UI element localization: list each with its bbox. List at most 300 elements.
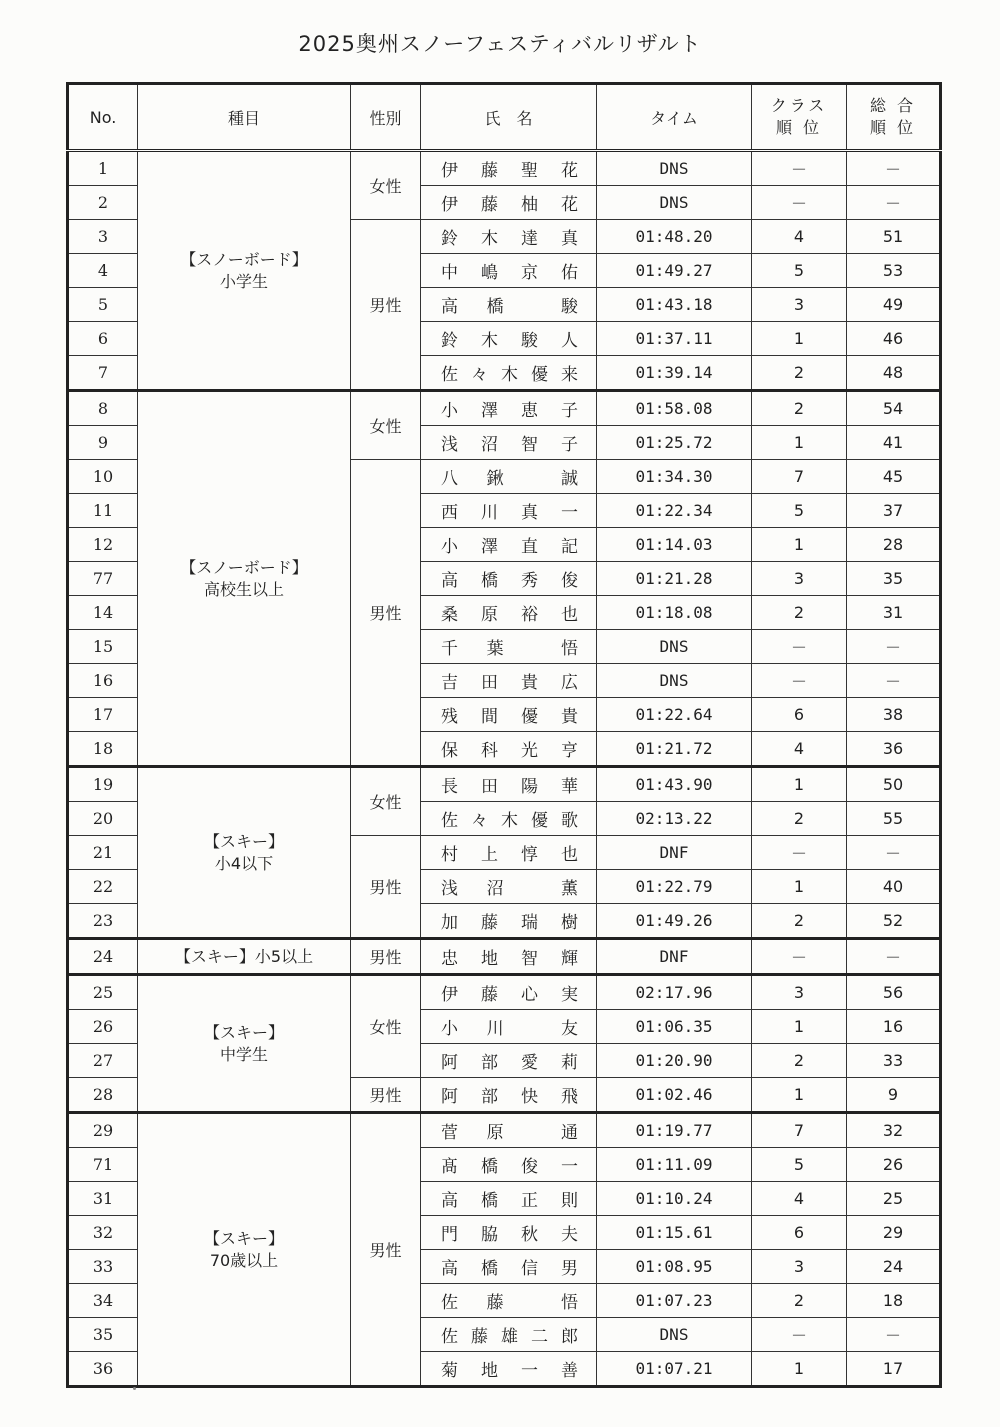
name-char: 中 bbox=[441, 263, 458, 283]
name-char: 佐 bbox=[441, 811, 458, 831]
cell-name bbox=[421, 870, 597, 904]
name-char: 夫 bbox=[561, 1225, 578, 1245]
name-char: 一 bbox=[561, 503, 578, 523]
name-char: 脇 bbox=[481, 1225, 498, 1245]
cell-no: 1 bbox=[68, 151, 138, 186]
name-char: 木 bbox=[481, 229, 498, 249]
cell-name bbox=[421, 802, 597, 836]
name-char: 八 bbox=[441, 469, 458, 489]
cell-name bbox=[421, 288, 597, 322]
cell-gender: 女性 bbox=[351, 767, 421, 836]
name-char: 光 bbox=[521, 741, 538, 761]
name-char: 吉 bbox=[441, 673, 458, 693]
name-char: 木 bbox=[501, 811, 518, 831]
cell-overall-rank: 33 bbox=[847, 1044, 941, 1078]
name-char: 嶋 bbox=[481, 263, 498, 283]
cell-overall-rank: 25 bbox=[847, 1182, 941, 1216]
name-char: 誠 bbox=[560, 469, 578, 489]
name-char: 菅 bbox=[441, 1123, 458, 1143]
name-char: 二 bbox=[531, 1327, 548, 1347]
event-category: 【スキー】小5以上 bbox=[174, 946, 314, 966]
cell-name bbox=[421, 151, 597, 186]
cell-gender: 男性 bbox=[351, 460, 421, 767]
event-class: 中学生 bbox=[219, 1044, 268, 1064]
name-char: 阿 bbox=[441, 1087, 458, 1107]
cell-overall-rank: 52 bbox=[847, 904, 941, 939]
event-category: 【スノーボード】 bbox=[180, 557, 308, 577]
cell-no: 23 bbox=[68, 904, 138, 939]
cell-time: 01:58.08 bbox=[597, 391, 752, 426]
name-char: 達 bbox=[521, 229, 538, 249]
cell-no: 27 bbox=[68, 1044, 138, 1078]
name-char: 木 bbox=[481, 331, 498, 351]
name-char: 男 bbox=[561, 1259, 578, 1279]
cell-class-rank: 7 bbox=[752, 460, 847, 494]
name-char: 沼 bbox=[486, 879, 504, 899]
cell-time: 01:07.23 bbox=[597, 1284, 752, 1318]
cell-name bbox=[421, 356, 597, 391]
cell-class-rank: 5 bbox=[752, 254, 847, 288]
cell-time: 01:20.90 bbox=[597, 1044, 752, 1078]
name-char: 貴 bbox=[561, 707, 578, 727]
cell-name bbox=[421, 1284, 597, 1318]
name-char: 瑞 bbox=[521, 913, 538, 933]
event-category: 【スキー】 bbox=[203, 1228, 284, 1248]
cell-event bbox=[138, 1113, 351, 1387]
cell-class-rank: 4 bbox=[752, 220, 847, 254]
cell-time: 01:11.09 bbox=[597, 1148, 752, 1182]
cell-class-rank: 2 bbox=[752, 1044, 847, 1078]
name-char: 優 bbox=[531, 365, 548, 385]
cell-class-rank: － bbox=[752, 1318, 847, 1352]
cell-overall-rank: 29 bbox=[847, 1216, 941, 1250]
name-char: 伊 bbox=[441, 161, 458, 181]
cell-time: 01:07.21 bbox=[597, 1352, 752, 1387]
cell-no: 26 bbox=[68, 1010, 138, 1044]
name-char: 雄 bbox=[501, 1327, 518, 1347]
name-char: 田 bbox=[481, 777, 498, 797]
name-char: 通 bbox=[560, 1123, 578, 1143]
cell-time: 01:10.24 bbox=[597, 1182, 752, 1216]
cell-time: DNS bbox=[597, 186, 752, 220]
name-char: 優 bbox=[521, 707, 538, 727]
header-class-rank-line2: 順 位 bbox=[775, 118, 823, 137]
name-char: 科 bbox=[481, 741, 498, 761]
cell-class-rank: － bbox=[752, 664, 847, 698]
cell-time: 01:37.11 bbox=[597, 322, 752, 356]
cell-class-rank: 7 bbox=[752, 1113, 847, 1148]
cell-overall-rank: 49 bbox=[847, 288, 941, 322]
name-char: 千 bbox=[441, 639, 458, 659]
cell-name bbox=[421, 836, 597, 870]
cell-no: 19 bbox=[68, 767, 138, 802]
name-char: 友 bbox=[560, 1019, 578, 1039]
cell-no: 24 bbox=[68, 939, 138, 975]
cell-name bbox=[421, 904, 597, 939]
cell-time: 01:15.61 bbox=[597, 1216, 752, 1250]
cell-class-rank: 1 bbox=[752, 870, 847, 904]
cell-class-rank: － bbox=[752, 186, 847, 220]
cell-overall-rank: － bbox=[847, 630, 941, 664]
name-char: 門 bbox=[441, 1225, 458, 1245]
name-char: 西 bbox=[441, 503, 458, 523]
name-char: 部 bbox=[481, 1087, 498, 1107]
cell-class-rank: 5 bbox=[752, 1148, 847, 1182]
name-char: 藤 bbox=[481, 161, 498, 181]
cell-overall-rank: － bbox=[847, 939, 941, 975]
name-char: 忠 bbox=[441, 949, 458, 969]
header-event: 種目 bbox=[138, 84, 351, 151]
scan-speck bbox=[133, 1387, 136, 1390]
cell-no: 33 bbox=[68, 1250, 138, 1284]
name-char: 高 bbox=[441, 571, 458, 591]
cell-no: 32 bbox=[68, 1216, 138, 1250]
cell-class-rank: 3 bbox=[752, 562, 847, 596]
cell-no: 3 bbox=[68, 220, 138, 254]
name-char: 華 bbox=[561, 777, 578, 797]
name-char: 郎 bbox=[561, 1327, 578, 1347]
name-char: 佐 bbox=[441, 365, 458, 385]
cell-name bbox=[421, 698, 597, 732]
name-char: 澤 bbox=[481, 537, 498, 557]
cell-time: 01:06.35 bbox=[597, 1010, 752, 1044]
cell-name bbox=[421, 664, 597, 698]
name-char: 優 bbox=[531, 811, 548, 831]
name-char: 阿 bbox=[441, 1053, 458, 1073]
cell-time: DNS bbox=[597, 151, 752, 186]
cell-overall-rank: 50 bbox=[847, 767, 941, 802]
cell-name bbox=[421, 767, 597, 802]
cell-no: 10 bbox=[68, 460, 138, 494]
cell-time: DNS bbox=[597, 664, 752, 698]
cell-name bbox=[421, 1010, 597, 1044]
cell-name bbox=[421, 391, 597, 426]
cell-time: 01:39.14 bbox=[597, 356, 752, 391]
header-overall-rank bbox=[847, 84, 941, 151]
cell-name bbox=[421, 1148, 597, 1182]
cell-time: 02:13.22 bbox=[597, 802, 752, 836]
cell-time: DNF bbox=[597, 836, 752, 870]
name-char: 恵 bbox=[521, 401, 538, 421]
name-char: 橋 bbox=[486, 297, 504, 317]
cell-event bbox=[138, 975, 351, 1113]
cell-overall-rank: － bbox=[847, 186, 941, 220]
cell-time: DNF bbox=[597, 939, 752, 975]
name-char: 々 bbox=[471, 811, 488, 831]
cell-no: 16 bbox=[68, 664, 138, 698]
name-char: 藤 bbox=[481, 985, 498, 1005]
cell-event bbox=[138, 151, 351, 391]
cell-overall-rank: － bbox=[847, 1318, 941, 1352]
cell-class-rank: 4 bbox=[752, 1182, 847, 1216]
cell-time: 01:18.08 bbox=[597, 596, 752, 630]
cell-no: 2 bbox=[68, 186, 138, 220]
name-char: 人 bbox=[561, 331, 578, 351]
header-overall-rank-line1: 総 合 bbox=[869, 96, 917, 115]
name-char: 也 bbox=[561, 605, 578, 625]
cell-overall-rank: 53 bbox=[847, 254, 941, 288]
cell-overall-rank: 37 bbox=[847, 494, 941, 528]
cell-name bbox=[421, 1250, 597, 1284]
name-char: 快 bbox=[521, 1087, 538, 1107]
name-char: 真 bbox=[521, 503, 538, 523]
name-char: 間 bbox=[481, 707, 498, 727]
cell-name bbox=[421, 220, 597, 254]
header-no: No. bbox=[68, 84, 138, 151]
cell-no: 29 bbox=[68, 1113, 138, 1148]
name-char: 田 bbox=[481, 673, 498, 693]
name-char: 菊 bbox=[441, 1361, 458, 1381]
name-char: 橋 bbox=[481, 1259, 498, 1279]
name-char: 陽 bbox=[521, 777, 538, 797]
table-row bbox=[68, 975, 941, 1010]
cell-name bbox=[421, 460, 597, 494]
cell-name bbox=[421, 1352, 597, 1387]
cell-overall-rank: － bbox=[847, 664, 941, 698]
cell-no: 31 bbox=[68, 1182, 138, 1216]
cell-time: 01:22.64 bbox=[597, 698, 752, 732]
cell-no: 36 bbox=[68, 1352, 138, 1387]
name-char: 小 bbox=[441, 401, 458, 421]
cell-name bbox=[421, 1216, 597, 1250]
event-class: 小4以下 bbox=[214, 853, 274, 873]
cell-name bbox=[421, 186, 597, 220]
cell-event bbox=[138, 391, 351, 767]
cell-overall-rank: 48 bbox=[847, 356, 941, 391]
cell-class-rank: 3 bbox=[752, 975, 847, 1010]
table-body bbox=[68, 151, 941, 1387]
cell-overall-rank: 32 bbox=[847, 1113, 941, 1148]
name-char: 亨 bbox=[561, 741, 578, 761]
cell-class-rank: 3 bbox=[752, 288, 847, 322]
cell-overall-rank: 38 bbox=[847, 698, 941, 732]
name-char: 鍬 bbox=[486, 469, 504, 489]
name-char: 一 bbox=[561, 1157, 578, 1177]
cell-no: 34 bbox=[68, 1284, 138, 1318]
cell-name bbox=[421, 254, 597, 288]
name-char: 澤 bbox=[481, 401, 498, 421]
cell-overall-rank: 9 bbox=[847, 1078, 941, 1113]
cell-no: 18 bbox=[68, 732, 138, 767]
cell-overall-rank: 51 bbox=[847, 220, 941, 254]
cell-time: 01:19.77 bbox=[597, 1113, 752, 1148]
cell-class-rank: 2 bbox=[752, 802, 847, 836]
name-char: 来 bbox=[561, 365, 578, 385]
cell-time: DNS bbox=[597, 630, 752, 664]
header-gender: 性別 bbox=[351, 84, 421, 151]
event-class: 高校生以上 bbox=[203, 579, 284, 599]
name-char: 原 bbox=[481, 605, 498, 625]
name-char: 駿 bbox=[560, 297, 578, 317]
cell-overall-rank: 24 bbox=[847, 1250, 941, 1284]
name-char: 花 bbox=[561, 161, 578, 181]
name-char: 輝 bbox=[561, 949, 578, 969]
cell-overall-rank: 45 bbox=[847, 460, 941, 494]
name-char: 佑 bbox=[561, 263, 578, 283]
cell-overall-rank: 36 bbox=[847, 732, 941, 767]
name-char: 樹 bbox=[561, 913, 578, 933]
cell-overall-rank: 31 bbox=[847, 596, 941, 630]
name-char: 藤 bbox=[481, 913, 498, 933]
cell-no: 77 bbox=[68, 562, 138, 596]
cell-time: 01:21.28 bbox=[597, 562, 752, 596]
cell-overall-rank: 55 bbox=[847, 802, 941, 836]
name-char: 則 bbox=[561, 1191, 578, 1211]
name-char: 悟 bbox=[560, 1293, 578, 1313]
cell-name bbox=[421, 975, 597, 1010]
cell-overall-rank: 18 bbox=[847, 1284, 941, 1318]
cell-class-rank: 2 bbox=[752, 904, 847, 939]
cell-no: 15 bbox=[68, 630, 138, 664]
name-char: 葉 bbox=[486, 639, 504, 659]
cell-name bbox=[421, 1044, 597, 1078]
table-row bbox=[68, 151, 941, 186]
cell-overall-rank: 35 bbox=[847, 562, 941, 596]
cell-no: 8 bbox=[68, 391, 138, 426]
cell-class-rank: 6 bbox=[752, 1216, 847, 1250]
name-char: 記 bbox=[561, 537, 578, 557]
cell-overall-rank: － bbox=[847, 836, 941, 870]
cell-name bbox=[421, 1318, 597, 1352]
name-char: 也 bbox=[561, 845, 578, 865]
name-char: 々 bbox=[471, 365, 488, 385]
cell-no: 12 bbox=[68, 528, 138, 562]
name-char: 原 bbox=[486, 1123, 504, 1143]
event-category: 【スノーボード】 bbox=[180, 249, 308, 269]
header-overall-rank-line2: 順 位 bbox=[869, 118, 917, 137]
name-char: 沼 bbox=[481, 435, 498, 455]
name-char: 橋 bbox=[481, 1191, 498, 1211]
cell-overall-rank: 46 bbox=[847, 322, 941, 356]
cell-name bbox=[421, 322, 597, 356]
cell-time: 01:22.79 bbox=[597, 870, 752, 904]
results-table bbox=[66, 82, 942, 1388]
page-title: 2025奥州スノーフェスティバルリザルト bbox=[298, 32, 702, 56]
name-char: 川 bbox=[481, 503, 498, 523]
header-class-rank-line1: クラス bbox=[770, 96, 828, 115]
cell-class-rank: 2 bbox=[752, 391, 847, 426]
header-class-rank bbox=[752, 84, 847, 151]
cell-time: 02:17.96 bbox=[597, 975, 752, 1010]
name-char: 京 bbox=[521, 263, 538, 283]
table-row bbox=[68, 767, 941, 802]
name-char: 鈴 bbox=[441, 331, 458, 351]
cell-class-rank: 2 bbox=[752, 1284, 847, 1318]
name-char: 惇 bbox=[521, 845, 538, 865]
cell-gender: 男性 bbox=[351, 836, 421, 939]
name-char: 佐 bbox=[441, 1293, 458, 1313]
name-char: 秀 bbox=[521, 571, 538, 591]
name-char: 残 bbox=[441, 707, 458, 727]
cell-time: 01:02.46 bbox=[597, 1078, 752, 1113]
cell-overall-rank: 41 bbox=[847, 426, 941, 460]
cell-time: 01:48.20 bbox=[597, 220, 752, 254]
cell-class-rank: 4 bbox=[752, 732, 847, 767]
cell-class-rank: 2 bbox=[752, 596, 847, 630]
cell-class-rank: 3 bbox=[752, 1250, 847, 1284]
name-char: 加 bbox=[441, 913, 458, 933]
cell-class-rank: 1 bbox=[752, 322, 847, 356]
cell-no: 17 bbox=[68, 698, 138, 732]
name-char: 直 bbox=[521, 537, 538, 557]
cell-no: 6 bbox=[68, 322, 138, 356]
cell-name bbox=[421, 939, 597, 975]
name-char: 橋 bbox=[481, 1157, 498, 1177]
cell-time: 01:49.27 bbox=[597, 254, 752, 288]
event-class: 小学生 bbox=[219, 271, 268, 291]
name-char: 鈴 bbox=[441, 229, 458, 249]
cell-name bbox=[421, 562, 597, 596]
cell-name bbox=[421, 426, 597, 460]
cell-overall-rank: 54 bbox=[847, 391, 941, 426]
event-category: 【スキー】 bbox=[203, 1022, 284, 1042]
cell-name bbox=[421, 528, 597, 562]
name-char: 伊 bbox=[441, 985, 458, 1005]
cell-time: 01:21.72 bbox=[597, 732, 752, 767]
cell-class-rank: 1 bbox=[752, 1078, 847, 1113]
name-char: 川 bbox=[486, 1019, 504, 1039]
name-char: 上 bbox=[481, 845, 498, 865]
name-char: 村 bbox=[441, 845, 458, 865]
name-char: 部 bbox=[481, 1053, 498, 1073]
name-char: 浅 bbox=[441, 879, 458, 899]
name-char: 地 bbox=[481, 949, 498, 969]
name-char: 智 bbox=[521, 949, 538, 969]
cell-time: 01:22.34 bbox=[597, 494, 752, 528]
cell-no: 5 bbox=[68, 288, 138, 322]
name-char: 地 bbox=[481, 1361, 498, 1381]
cell-gender: 男性 bbox=[351, 1078, 421, 1113]
cell-no: 71 bbox=[68, 1148, 138, 1182]
name-char: 裕 bbox=[521, 605, 538, 625]
name-char: 柚 bbox=[521, 195, 538, 215]
cell-class-rank: 1 bbox=[752, 426, 847, 460]
name-char: 貴 bbox=[521, 673, 538, 693]
cell-overall-rank: 56 bbox=[847, 975, 941, 1010]
cell-time: 01:34.30 bbox=[597, 460, 752, 494]
name-char: 駿 bbox=[521, 331, 538, 351]
name-char: 正 bbox=[521, 1191, 538, 1211]
cell-class-rank: 1 bbox=[752, 767, 847, 802]
cell-no: 4 bbox=[68, 254, 138, 288]
cell-overall-rank: 17 bbox=[847, 1352, 941, 1387]
name-char: 高 bbox=[441, 1191, 458, 1211]
cell-time: 01:43.90 bbox=[597, 767, 752, 802]
event-category: 【スキー】 bbox=[203, 831, 284, 851]
cell-no: 7 bbox=[68, 356, 138, 391]
cell-no: 21 bbox=[68, 836, 138, 870]
name-char: 高 bbox=[441, 1259, 458, 1279]
name-char: 藤 bbox=[481, 195, 498, 215]
name-char: 心 bbox=[521, 985, 538, 1005]
table-row bbox=[68, 391, 941, 426]
cell-name bbox=[421, 1182, 597, 1216]
cell-no: 25 bbox=[68, 975, 138, 1010]
cell-time: 01:14.03 bbox=[597, 528, 752, 562]
cell-no: 14 bbox=[68, 596, 138, 630]
cell-time: DNS bbox=[597, 1318, 752, 1352]
cell-gender: 男性 bbox=[351, 1113, 421, 1387]
name-char: 善 bbox=[561, 1361, 578, 1381]
name-char: 藤 bbox=[471, 1327, 488, 1347]
name-char: 花 bbox=[561, 195, 578, 215]
cell-overall-rank: 16 bbox=[847, 1010, 941, 1044]
cell-no: 28 bbox=[68, 1078, 138, 1113]
header-name: 氏 名 bbox=[421, 84, 597, 151]
name-char: 莉 bbox=[561, 1053, 578, 1073]
name-char: 浅 bbox=[441, 435, 458, 455]
cell-event bbox=[138, 767, 351, 939]
